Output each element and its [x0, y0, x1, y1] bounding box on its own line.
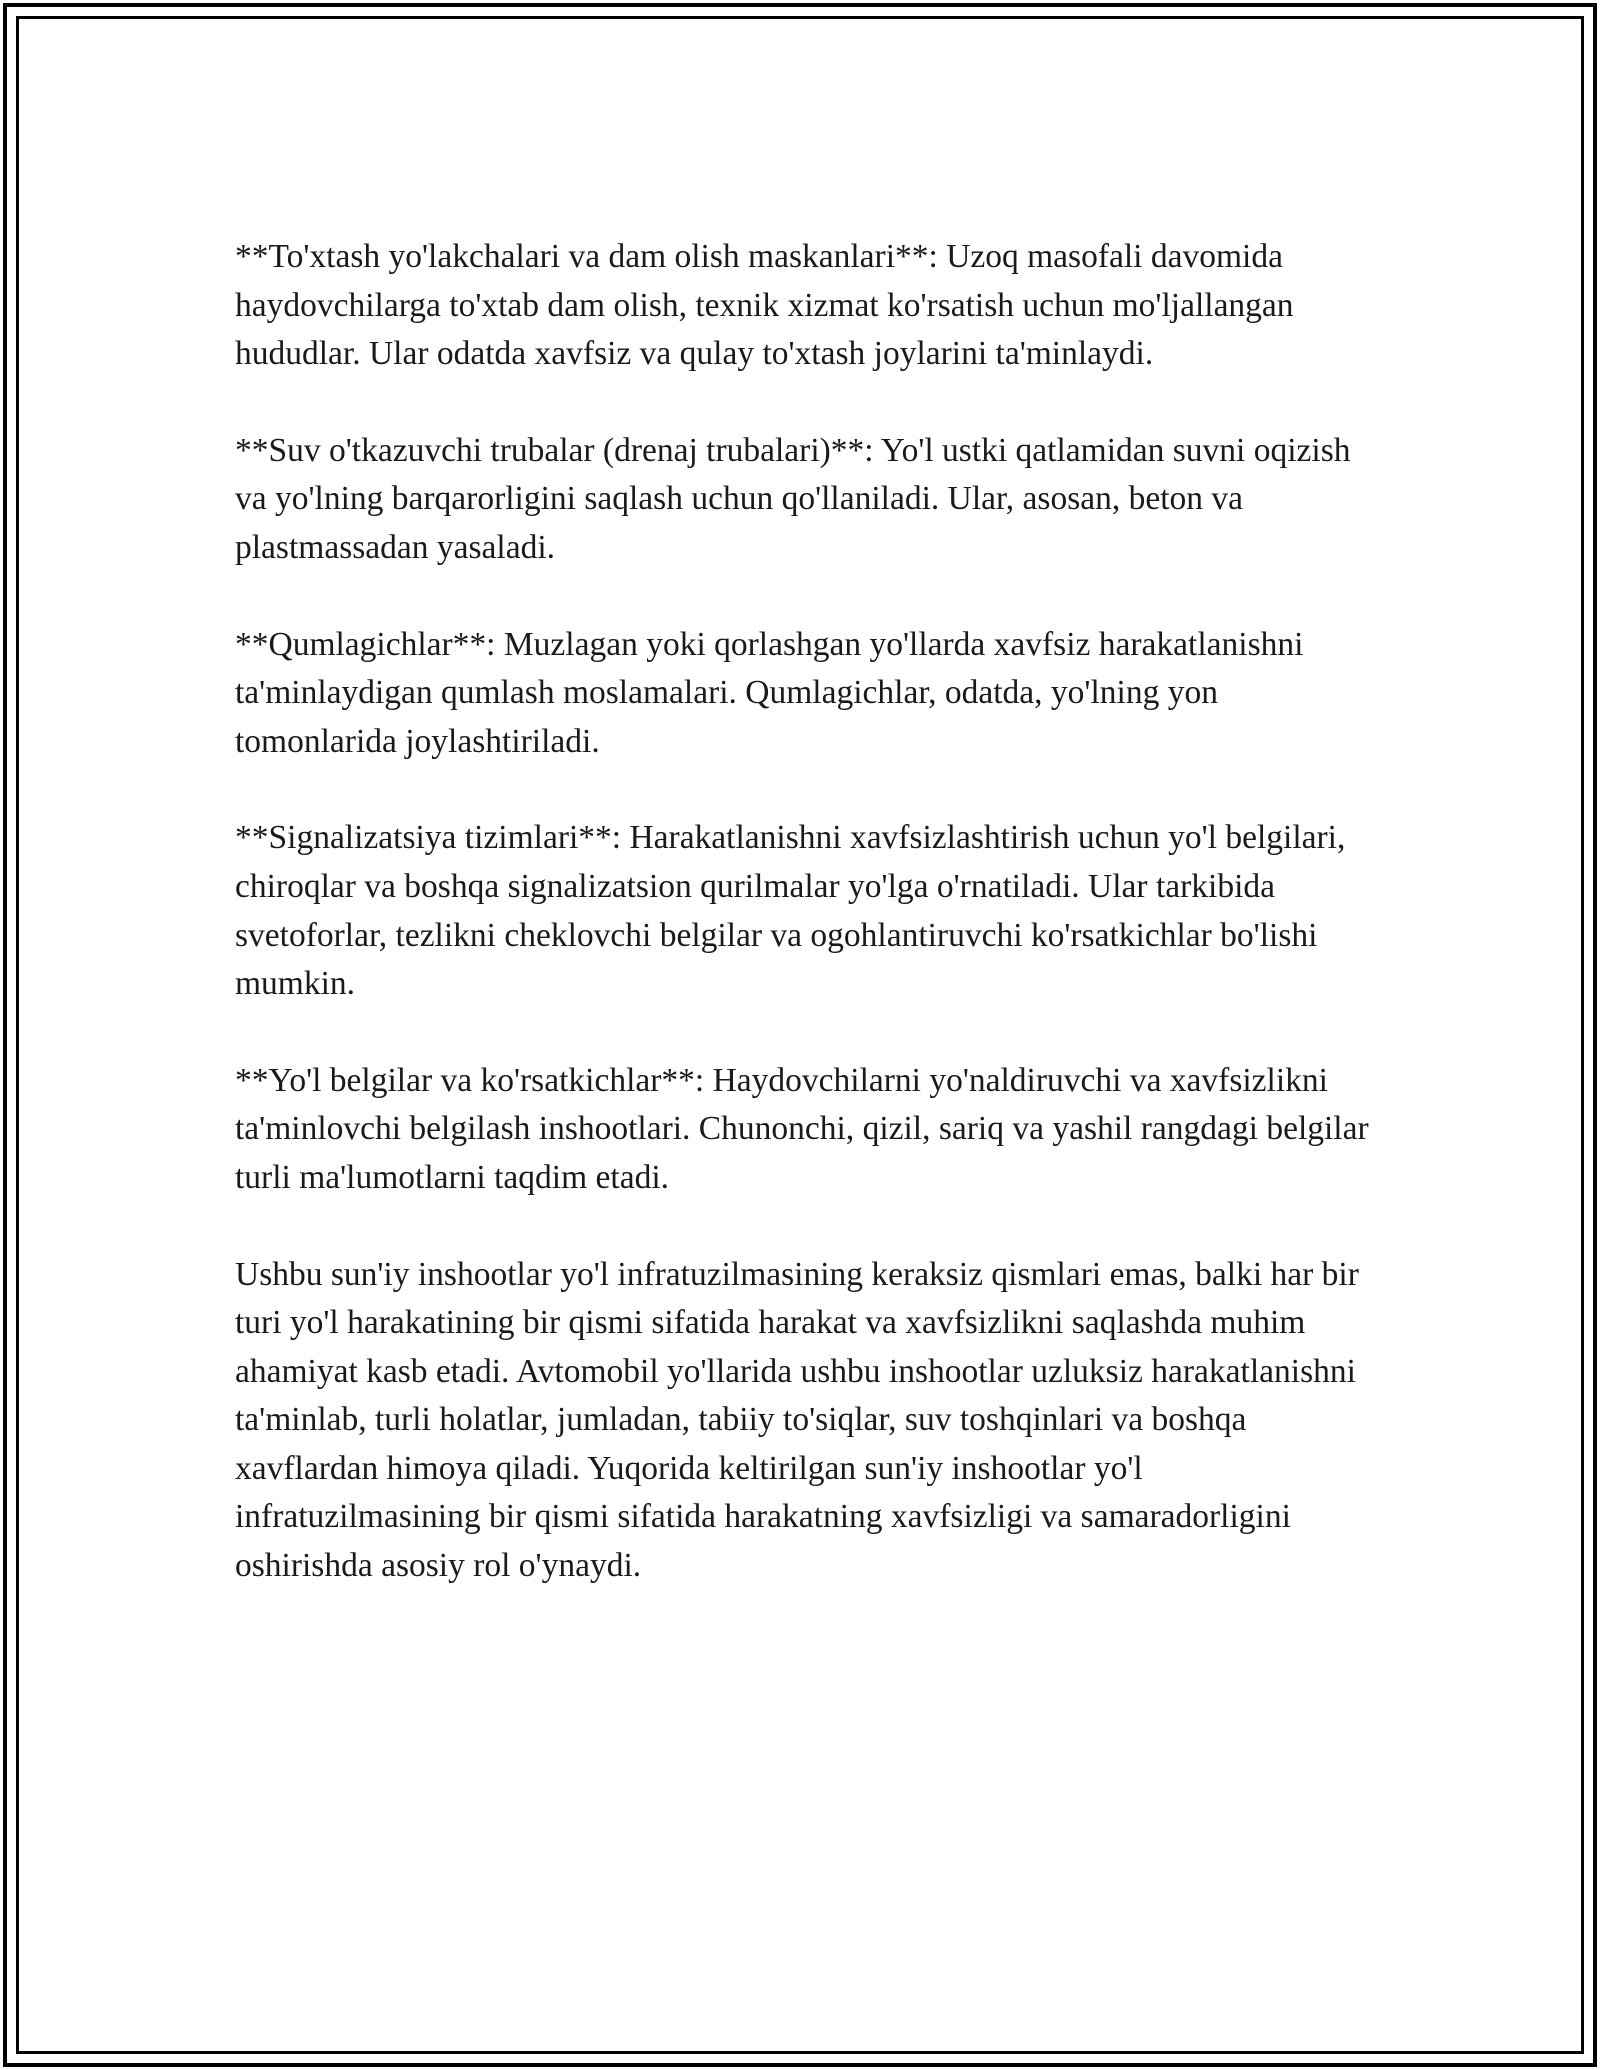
paragraph-sanders: **Qumlagichlar**: Muzlagan yoki qorlashgan yo'llarda xavfsiz harakatlanishni ta'minlaydigan qumlash moslamalari. Qumlagichlar, odatda, yo'lning yon tomonlarida joylashtiriladi.: [235, 625, 1304, 760]
paragraph-road-signs: **Yo'l belgilar va ko'rsatkichlar**: Haydovchilarni yo'naldiruvchi va xavfsizlikni ta'minlovchi belgilash inshootlari. Chunonchi, qizil, sariq va yashil rangdagi belgilar turli ma'lumotlarni taqdim etadi.: [235, 1061, 1369, 1196]
paragraph-conclusion: Ushbu sun'iy inshootlar yo'l infratuzilmasining keraksiz qismlari emas, balki har bir turi yo'l harakatining bir qismi sifatida harakat va xavfsizlikni saqlashda muhim ahamiyat kasb etadi. Avtomobil yo'llarida ushbu inshootlar uzluksiz harakatlanishni ta'minlab, turli holatlar, jumladan, tabiiy to'siqlar, suv toshqinlari va boshqa xavflardan himoya qiladi. Yuqorida keltirilgan sun'iy inshootlar yo'l infratuzilmasining bir qismi sifatida harakatning xavfsizligi va samaradorligini oshirishda asosiy rol o'ynaydi.: [235, 1255, 1359, 1585]
paragraph-rest-areas: **To'xtash yo'lakchalari va dam olish maskanlari**: Uzoq masofali davomida haydovchilarga to'xtab dam olish, texnik xizmat ko'rsatish uchun mo'ljallangan hududlar. Ular odatda xavfsiz va qulay to'xtash joylarini ta'minlaydi.: [235, 238, 1294, 373]
paragraph-signaling-systems: **Signalizatsiya tizimlari**: Harakatlanishni xavfsizlashtirish uchun yo'l belgilari, chiroqlar va boshqa signalizatsion qurilmalar yo'lga o'rnatiladi. Ular tarkibida svetoforlar, tezlikni cheklovchi belgilar va ogohlantiruvchi ko'rsatkichlar bo'lishi mumkin.: [235, 819, 1346, 1003]
document-body: [235, 233, 1375, 1639]
paragraph-drainage-pipes: **Suv o'tkazuvchi trubalar (drenaj trubalari)**: Yo'l ustki qatlamidan suvni oqizish va yo'lning barqarorligini saqlash uchun qo'llaniladi. Ular, asosan, beton va plastmassadan yasaladi.: [235, 431, 1351, 566]
